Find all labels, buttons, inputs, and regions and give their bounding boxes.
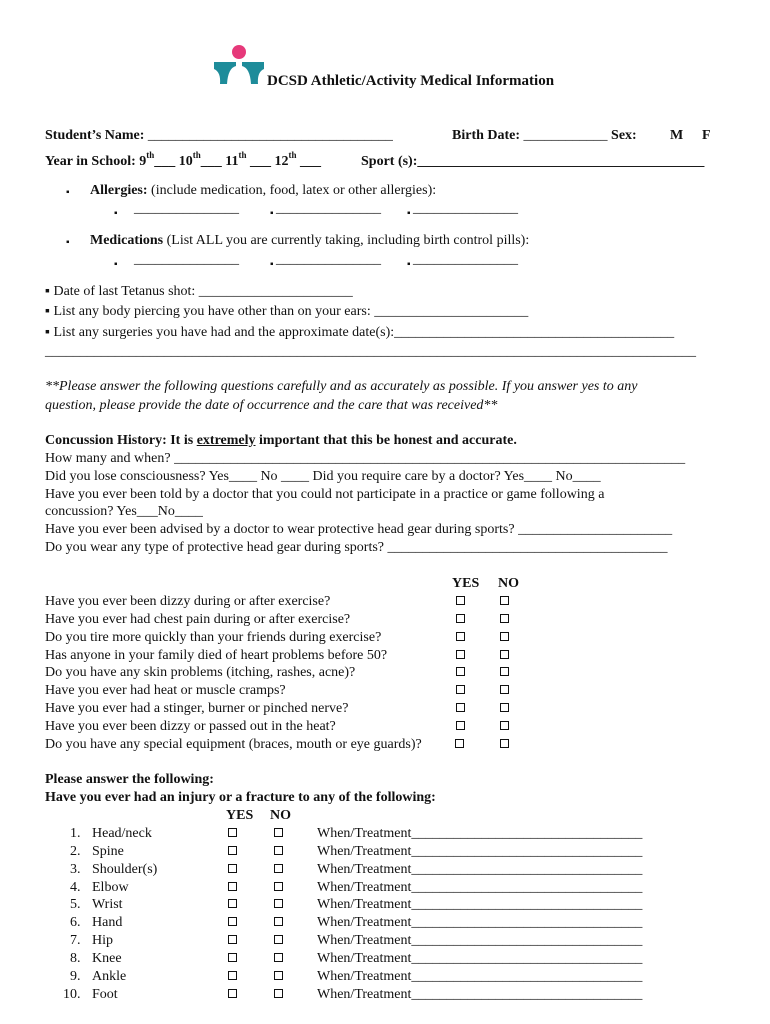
injuries-heading-1: Please answer the following: — [45, 772, 214, 787]
injury-7-no-checkbox[interactable] — [274, 935, 283, 944]
injury-6-treatment[interactable]: When/Treatment_________________________________ — [317, 915, 643, 930]
sex-m-option[interactable]: M — [670, 128, 684, 143]
question-6: Have you ever had heat or muscle cramps? — [45, 683, 286, 698]
year-9: 9 — [139, 154, 147, 169]
dcsd-logo — [212, 44, 266, 88]
medications-text: (List ALL you are currently taking, including birth control pills): — [166, 233, 530, 248]
birth-date-field[interactable]: ____________ — [523, 128, 608, 143]
injury-7-treatment[interactable]: When/Treatment_________________________________ — [317, 933, 643, 948]
question-3-no-checkbox[interactable] — [500, 632, 509, 641]
allergy-field-3[interactable]: _______________ — [413, 201, 518, 216]
concussion-q3a: Have you ever been told by a doctor that you could not participate in a practice or game following a — [45, 487, 605, 502]
medications-label: Medications — [90, 233, 164, 248]
year-11-ordinal: th — [238, 150, 247, 161]
questions-yes-header: YES — [452, 576, 480, 591]
year-11: 11 — [225, 154, 239, 169]
concussion-heading-emphasis: extremely — [196, 433, 256, 448]
injury-5-number: 5. — [70, 897, 81, 912]
allergies-bullet: ▪ — [66, 187, 70, 198]
student-name-row — [45, 127, 393, 144]
injury-2-treatment[interactable]: When/Treatment_________________________________ — [317, 844, 643, 859]
logo-teal-left — [214, 62, 236, 84]
question-9-no-checkbox[interactable] — [500, 739, 509, 748]
injury-3-yes-checkbox[interactable] — [228, 864, 237, 873]
question-7: Have you ever had a stinger, burner or pinched nerve? — [45, 701, 349, 716]
injury-6-part: Hand — [92, 915, 123, 930]
injury-6-number: 6. — [70, 915, 81, 930]
year-10-ordinal: th — [192, 150, 201, 161]
concussion-heading-a: Concussion History: It is — [45, 433, 197, 448]
medication-field-2[interactable]: _______________ — [276, 252, 381, 267]
question-1-no-checkbox[interactable] — [500, 596, 509, 605]
year-label: Year in School: — [45, 154, 136, 169]
medications-bullet: ▪ — [66, 237, 70, 248]
question-5-no-checkbox[interactable] — [500, 667, 509, 676]
injury-5-no-checkbox[interactable] — [274, 899, 283, 908]
injury-2-part: Spine — [92, 844, 124, 859]
allergy-field-2[interactable]: _______________ — [276, 201, 381, 216]
question-1: Have you ever been dizzy during or after exercise? — [45, 594, 331, 609]
student-name-field[interactable]: ___________________________________ — [147, 128, 393, 143]
question-3: Do you tire more quickly than your friends during exercise? — [45, 630, 382, 645]
allergies-text: (include medication, food, latex or other allergies): — [151, 183, 437, 198]
question-8-yes-checkbox[interactable] — [456, 721, 465, 730]
allergies-label: Allergies: — [90, 183, 148, 198]
question-3-yes-checkbox[interactable] — [456, 632, 465, 641]
year-9-ordinal: th — [146, 150, 155, 161]
sport-field[interactable]: _________________________________________ — [417, 154, 705, 169]
injury-2-no-checkbox[interactable] — [274, 846, 283, 855]
injury-5-treatment[interactable]: When/Treatment_________________________________ — [317, 897, 643, 912]
question-9-yes-checkbox[interactable] — [455, 739, 464, 748]
concussion-q5[interactable]: Do you wear any type of protective head gear during sports? ________________________________________ — [45, 540, 668, 555]
logo-teal-right — [242, 62, 264, 84]
question-8-no-checkbox[interactable] — [500, 721, 509, 730]
injury-1-no-checkbox[interactable] — [274, 828, 283, 837]
question-1-yes-checkbox[interactable] — [456, 596, 465, 605]
injury-8-part: Knee — [92, 951, 122, 966]
injury-1-part: Head/neck — [92, 826, 152, 841]
concussion-q2[interactable]: Did you lose consciousness? Yes____ No ____ Did you require care by a doctor? Yes____ No____ — [45, 469, 601, 484]
concussion-heading — [45, 432, 517, 449]
injury-7-yes-checkbox[interactable] — [228, 935, 237, 944]
question-2-yes-checkbox[interactable] — [456, 614, 465, 623]
allergy-bullet-1: ▪ — [114, 208, 118, 219]
injury-3-treatment[interactable]: When/Treatment_________________________________ — [317, 862, 643, 877]
year-12: 12 — [274, 154, 289, 169]
year-11-field[interactable]: ___ — [250, 154, 272, 169]
question-4-no-checkbox[interactable] — [500, 650, 509, 659]
injury-8-yes-checkbox[interactable] — [228, 953, 237, 962]
question-2: Have you ever had chest pain during or after exercise? — [45, 612, 351, 627]
sport-row — [361, 153, 704, 170]
injury-4-treatment[interactable]: When/Treatment_________________________________ — [317, 880, 643, 895]
injuries-yes-header: YES — [226, 808, 254, 823]
birth-date-label: Birth Date: — [452, 128, 521, 143]
injury-5-yes-checkbox[interactable] — [228, 899, 237, 908]
medication-bullet-1: ▪ — [114, 259, 118, 270]
injury-7-number: 7. — [70, 933, 81, 948]
injury-4-part: Elbow — [92, 880, 129, 895]
injury-6-no-checkbox[interactable] — [274, 917, 283, 926]
injury-7-part: Hip — [92, 933, 113, 948]
surgeries-question[interactable]: ▪ List any surgeries you have had and the approximate date(s):________________________________________ — [45, 325, 675, 340]
question-5-yes-checkbox[interactable] — [456, 667, 465, 676]
year-10: 10 — [178, 154, 193, 169]
allergies-row — [90, 182, 436, 199]
year-10-field[interactable]: ___ — [200, 154, 222, 169]
questions-no-header: NO — [498, 576, 519, 591]
question-6-yes-checkbox[interactable] — [456, 685, 465, 694]
question-4-yes-checkbox[interactable] — [456, 650, 465, 659]
injury-3-no-checkbox[interactable] — [274, 864, 283, 873]
injury-10-no-checkbox[interactable] — [274, 989, 283, 998]
medication-field-1[interactable]: _______________ — [134, 252, 239, 267]
piercing-question[interactable]: ▪ List any body piercing you have other than on your ears: ______________________ — [45, 304, 529, 319]
concussion-q1[interactable]: How many and when? _________________________________________________________________________ — [45, 451, 686, 466]
question-9: Do you have any special equipment (braces, mouth or eye guards)? — [45, 737, 422, 752]
injury-4-yes-checkbox[interactable] — [228, 882, 237, 891]
injury-1-treatment[interactable]: When/Treatment_________________________________ — [317, 826, 643, 841]
instructions-line-2: question, please provide the date of occurrence and the care that was received** — [45, 398, 498, 413]
question-7-yes-checkbox[interactable] — [456, 703, 465, 712]
injury-9-part: Ankle — [92, 969, 127, 984]
question-2-no-checkbox[interactable] — [500, 614, 509, 623]
injury-9-yes-checkbox[interactable] — [228, 971, 237, 980]
injury-2-number: 2. — [70, 844, 81, 859]
injuries-no-header: NO — [270, 808, 291, 823]
sport-label: Sport (s): — [361, 154, 418, 169]
student-name-label: Student’s Name: — [45, 128, 145, 143]
injuries-heading-2: Have you ever had an injury or a fracture to any of the following: — [45, 790, 436, 805]
question-5: Do you have any skin problems (itching, rashes, acne)? — [45, 665, 356, 680]
injury-9-no-checkbox[interactable] — [274, 971, 283, 980]
surgeries-extra-line[interactable]: _____________________________________________________________________________________________ — [45, 344, 696, 359]
medication-field-3[interactable]: _______________ — [413, 252, 518, 267]
concussion-q3b[interactable]: concussion? Yes___No____ — [45, 504, 203, 519]
injury-8-number: 8. — [70, 951, 81, 966]
injury-8-treatment[interactable]: When/Treatment_________________________________ — [317, 951, 643, 966]
medication-bullet-2: ▪ — [270, 259, 274, 270]
injury-4-no-checkbox[interactable] — [274, 882, 283, 891]
instructions-line-1: **Please answer the following questions carefully and as accurately as possible. If you answer yes to any — [45, 379, 638, 394]
logo-pink-dot — [232, 45, 246, 59]
question-7-no-checkbox[interactable] — [500, 703, 509, 712]
page-title: DCSD Athletic/Activity Medical Information — [267, 73, 555, 89]
injury-10-part: Foot — [92, 987, 118, 1002]
injury-10-number: 10. — [63, 987, 81, 1002]
injury-8-no-checkbox[interactable] — [274, 953, 283, 962]
injury-5-part: Wrist — [92, 897, 123, 912]
sex-label: Sex: — [611, 128, 637, 143]
allergy-field-1[interactable]: _______________ — [134, 201, 239, 216]
allergy-bullet-2: ▪ — [270, 208, 274, 219]
question-6-no-checkbox[interactable] — [500, 685, 509, 694]
injury-1-yes-checkbox[interactable] — [228, 828, 237, 837]
question-4: Has anyone in your family died of heart problems before 50? — [45, 648, 388, 663]
year-row — [45, 150, 322, 170]
injury-10-yes-checkbox[interactable] — [228, 989, 237, 998]
year-9-field[interactable]: ___ — [154, 154, 176, 169]
medications-row — [90, 232, 529, 249]
tetanus-question[interactable]: ▪ Date of last Tetanus shot: ______________________ — [45, 284, 353, 299]
sex-f-option[interactable]: F — [702, 128, 711, 143]
medication-bullet-3: ▪ — [407, 259, 411, 270]
injury-1-number: 1. — [70, 826, 81, 841]
injury-4-number: 4. — [70, 880, 81, 895]
concussion-heading-c: important that this be honest and accurate. — [255, 433, 517, 448]
allergy-bullet-3: ▪ — [407, 208, 411, 219]
injury-9-treatment[interactable]: When/Treatment_________________________________ — [317, 969, 643, 984]
injury-2-yes-checkbox[interactable] — [228, 846, 237, 855]
injury-6-yes-checkbox[interactable] — [228, 917, 237, 926]
injury-3-number: 3. — [70, 862, 81, 877]
injury-10-treatment[interactable]: When/Treatment_________________________________ — [317, 987, 643, 1002]
injury-9-number: 9. — [70, 969, 81, 984]
question-8: Have you ever been dizzy or passed out in the heat? — [45, 719, 336, 734]
birth-date-row — [452, 127, 637, 144]
injury-3-part: Shoulder(s) — [92, 862, 158, 877]
concussion-q4[interactable]: Have you ever been advised by a doctor to wear protective head gear during sports? ______________________ — [45, 522, 673, 537]
year-12-ordinal: th — [288, 150, 297, 161]
year-12-field[interactable]: ___ — [300, 154, 322, 169]
